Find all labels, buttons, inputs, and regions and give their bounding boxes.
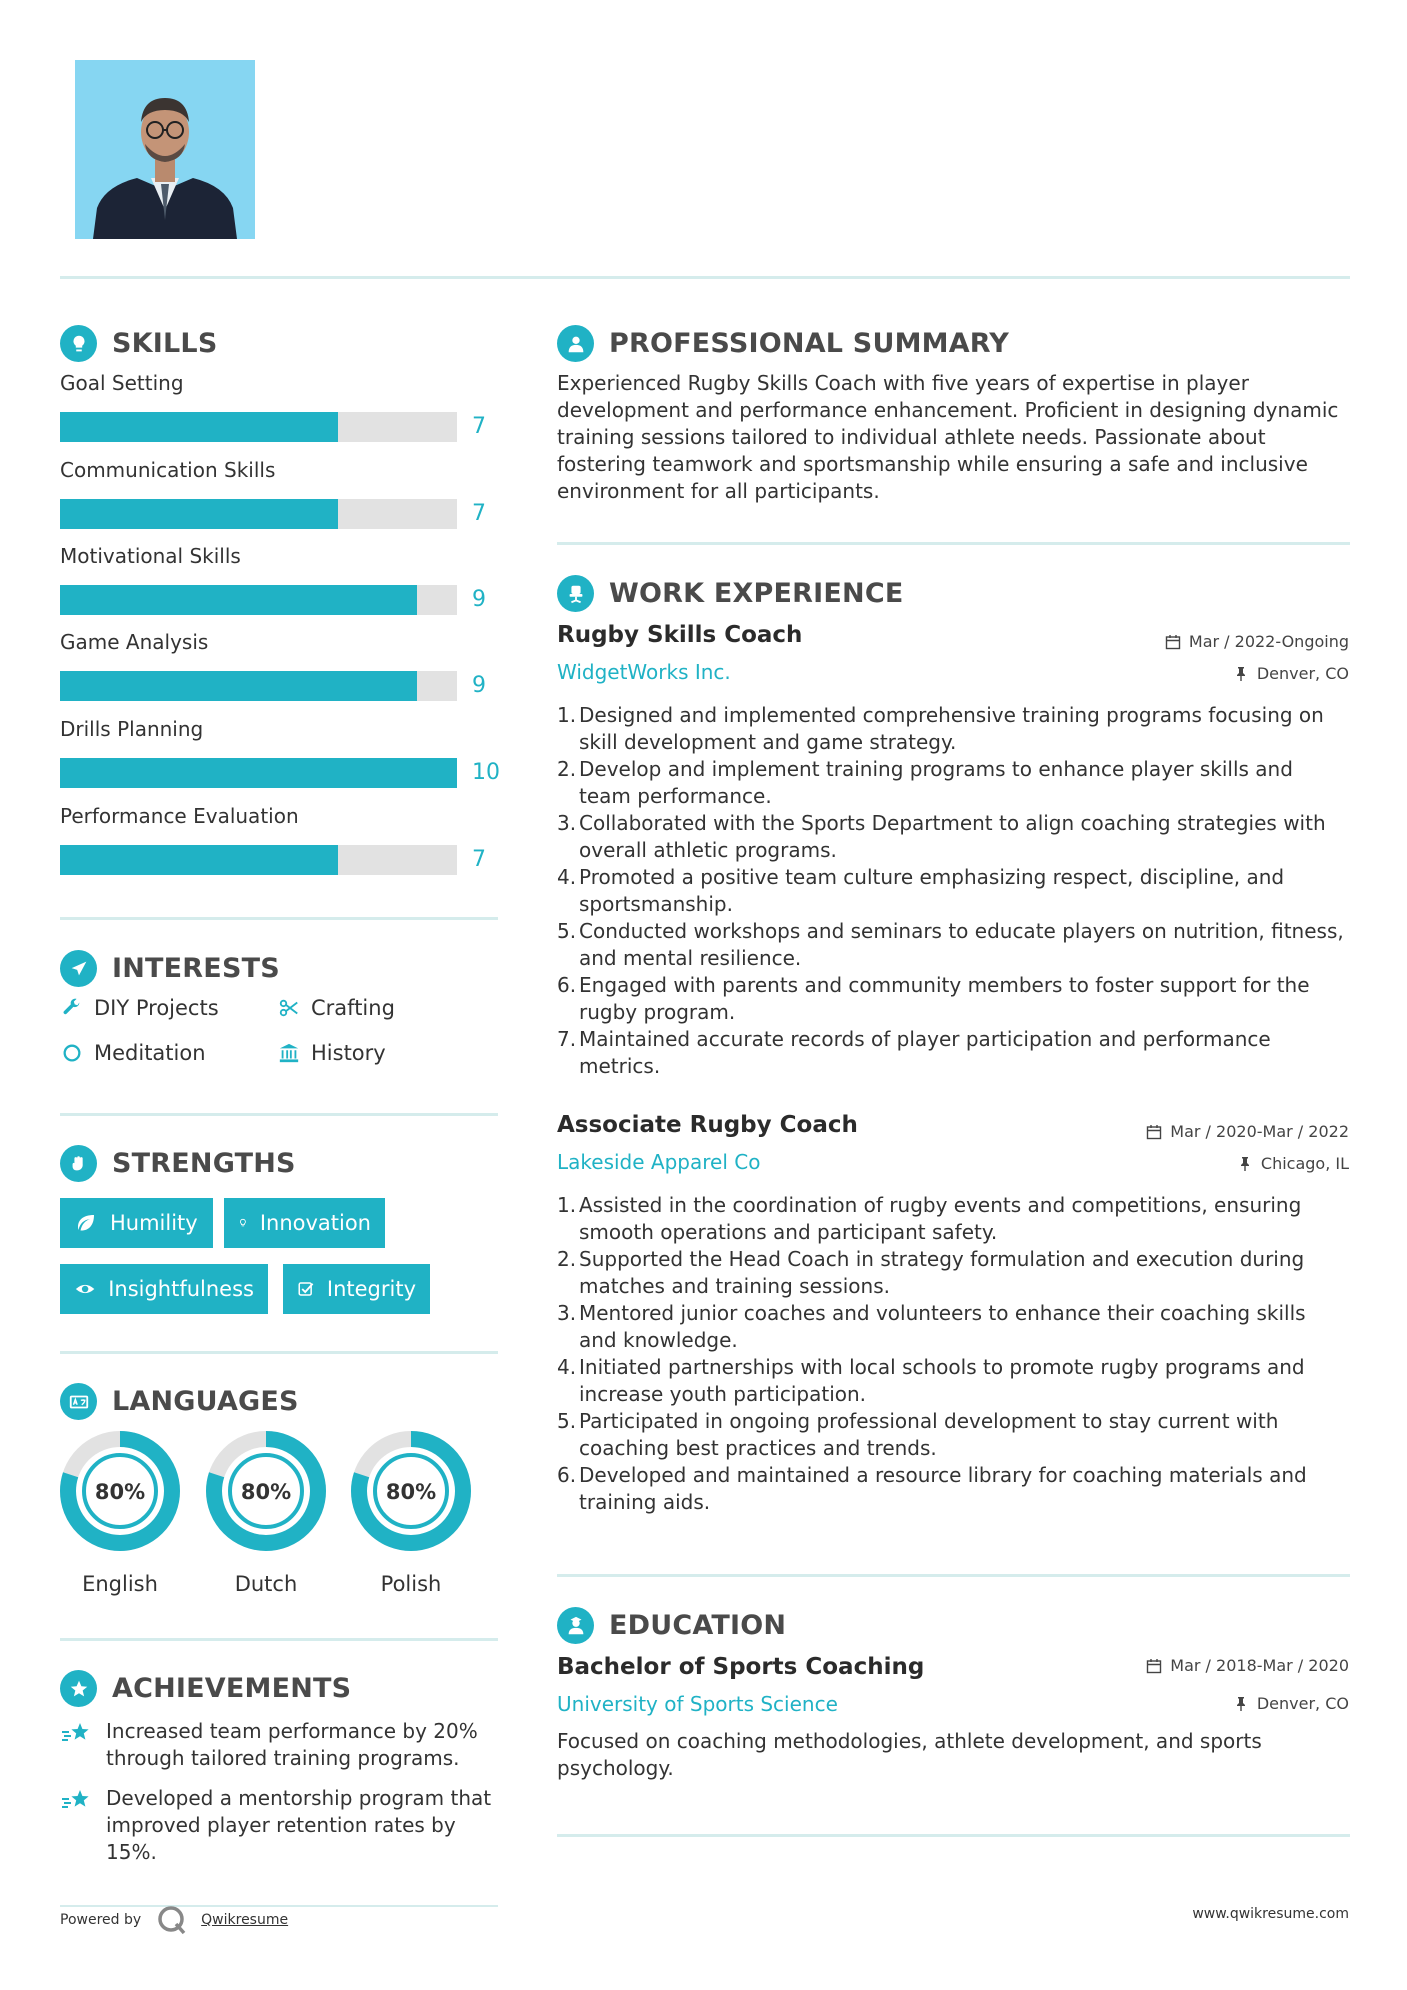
skill-name: Goal Setting bbox=[60, 371, 184, 395]
skill-bar-fill bbox=[60, 671, 417, 701]
job-date bbox=[1165, 632, 1349, 651]
education-location-text: Denver, CO bbox=[1256, 1694, 1349, 1713]
language-donut bbox=[205, 1430, 327, 1552]
calendar-icon bbox=[1165, 634, 1181, 650]
skill-value: 10 bbox=[472, 760, 500, 785]
person-portrait-icon bbox=[75, 60, 255, 239]
education-title: EDUCATION bbox=[609, 1610, 787, 1641]
office-chair-icon bbox=[557, 575, 594, 612]
duty-text: Conducted workshops and seminars to educate players on nutrition, fitness, and mental resilience. bbox=[579, 919, 1344, 970]
achievement-item bbox=[60, 1718, 500, 1772]
interest-label: Meditation bbox=[94, 1041, 206, 1065]
strength-label: Insightfulness bbox=[108, 1277, 254, 1301]
strength-label: Humility bbox=[110, 1211, 198, 1235]
pin-icon bbox=[1237, 1156, 1253, 1172]
interests-title: INTERESTS bbox=[112, 953, 280, 984]
duty-text: Initiated partnerships with local schools to promote rugby programs and increase youth participation. bbox=[579, 1355, 1305, 1406]
calendar-icon bbox=[1146, 1658, 1162, 1674]
job-company: WidgetWorks Inc. bbox=[557, 660, 731, 684]
skill-bar-fill bbox=[60, 412, 338, 442]
duty-item: 3. Mentored junior coaches and volunteers to enhance their coaching skills and knowledge. bbox=[557, 1300, 1347, 1354]
achievement-text: Increased team performance by 20% through tailored training programs. bbox=[106, 1719, 478, 1770]
interests-divider bbox=[60, 1113, 498, 1116]
strength-chip bbox=[60, 1198, 213, 1248]
summary-heading bbox=[557, 325, 1009, 362]
interest-item bbox=[60, 1041, 206, 1065]
job-duties bbox=[557, 702, 1347, 1080]
skill-bar bbox=[60, 412, 457, 442]
job-title: Associate Rugby Coach bbox=[557, 1112, 858, 1138]
powered-by bbox=[60, 1903, 288, 1937]
interest-item bbox=[60, 996, 219, 1020]
calendar-icon bbox=[1146, 1124, 1162, 1140]
lightbulb-icon bbox=[238, 1211, 248, 1235]
duty-item: 7. Maintained accurate records of player participation and performance metrics. bbox=[557, 1026, 1347, 1080]
duty-text: Assisted in the coordination of rugby events and competitions, ensuring smooth operations and participant safety. bbox=[579, 1193, 1302, 1244]
language-item bbox=[59, 1430, 181, 1596]
education-divider bbox=[557, 1834, 1350, 1837]
skill-item bbox=[60, 455, 500, 542]
skill-name: Motivational Skills bbox=[60, 544, 241, 568]
strengths-title: STRENGTHS bbox=[112, 1148, 296, 1179]
lightbulb-icon bbox=[60, 325, 97, 362]
skill-value: 7 bbox=[472, 501, 486, 526]
duty-item: 6. Developed and maintained a resource library for coaching materials and training aids. bbox=[557, 1462, 1347, 1516]
job-title: Rugby Skills Coach bbox=[557, 622, 803, 648]
language-percent: 80% bbox=[240, 1480, 292, 1504]
duty-item: 1. Assisted in the coordination of rugby events and competitions, ensuring smooth operations and participant safety. bbox=[557, 1192, 1347, 1246]
duty-text: Engaged with parents and community members to foster support for the rugby program. bbox=[579, 973, 1310, 1024]
job-date-text: Mar / 2020-Mar / 2022 bbox=[1170, 1122, 1349, 1141]
summary-divider bbox=[557, 542, 1350, 545]
qwikresume-logo-icon bbox=[155, 1903, 189, 1937]
star-badge-icon bbox=[60, 1670, 97, 1707]
skills-title: SKILLS bbox=[112, 328, 218, 359]
shooting-star-icon bbox=[60, 1785, 92, 1866]
language-name: Polish bbox=[380, 1572, 442, 1596]
strength-label: Integrity bbox=[326, 1277, 416, 1301]
skill-bar bbox=[60, 758, 457, 788]
skill-item bbox=[60, 801, 500, 888]
education-date bbox=[1146, 1656, 1349, 1675]
duty-text: Mentored junior coaches and volunteers to enhance their coaching skills and knowledge. bbox=[579, 1301, 1306, 1352]
skill-value: 7 bbox=[472, 414, 486, 439]
languages-title: LANGUAGES bbox=[112, 1386, 299, 1417]
achievements-title: ACHIEVEMENTS bbox=[112, 1673, 352, 1704]
job-date-text: Mar / 2022-Ongoing bbox=[1188, 632, 1349, 651]
skill-name: Performance Evaluation bbox=[60, 804, 299, 828]
work-title: WORK EXPERIENCE bbox=[609, 578, 904, 609]
duty-item: 5. Participated in ongoing professional development to stay current with coaching best practices and trends. bbox=[557, 1408, 1347, 1462]
duty-item: 1. Designed and implemented comprehensive training programs focusing on skill development and game strategy. bbox=[557, 702, 1347, 756]
skill-value: 9 bbox=[472, 673, 486, 698]
interest-item bbox=[277, 1041, 386, 1065]
pin-icon bbox=[1233, 666, 1249, 682]
interest-label: Crafting bbox=[311, 996, 395, 1020]
header-divider bbox=[60, 276, 1350, 279]
strength-chip bbox=[224, 1198, 385, 1248]
circle-icon bbox=[60, 1041, 84, 1065]
strengths-heading bbox=[60, 1145, 296, 1182]
duty-item: 3. Collaborated with the Sports Department to align coaching strategies with overall athletic programs. bbox=[557, 810, 1347, 864]
education-location bbox=[1233, 1694, 1349, 1713]
education-description: Focused on coaching methodologies, athlete development, and sports psychology. bbox=[557, 1729, 1262, 1780]
skill-bar bbox=[60, 585, 457, 615]
wrench-icon bbox=[60, 996, 84, 1020]
duty-text: Supported the Head Coach in strategy formulation and execution during matches and training sessions. bbox=[579, 1247, 1305, 1298]
user-icon bbox=[557, 325, 594, 362]
job-location bbox=[1233, 664, 1349, 683]
duty-text: Designed and implemented comprehensive training programs focusing on skill development and game strategy. bbox=[579, 703, 1324, 754]
language-name: Dutch bbox=[234, 1572, 298, 1596]
duty-item: 4. Promoted a positive team culture emphasizing respect, discipline, and sportsmanship. bbox=[557, 864, 1347, 918]
duty-item: 4. Initiated partnerships with local schools to promote rugby programs and increase youth participation. bbox=[557, 1354, 1347, 1408]
job-company: Lakeside Apparel Co bbox=[557, 1150, 761, 1174]
brand-link[interactable]: Qwikresume bbox=[201, 1912, 289, 1928]
duty-text: Promoted a positive team culture emphasizing respect, discipline, and sportsmanship. bbox=[579, 865, 1285, 916]
work-divider bbox=[557, 1574, 1350, 1577]
languages-heading bbox=[60, 1383, 299, 1420]
skills-divider bbox=[60, 917, 498, 920]
language-percent: 80% bbox=[385, 1480, 437, 1504]
interest-label: History bbox=[311, 1041, 386, 1065]
skill-value: 7 bbox=[472, 847, 486, 872]
pin-icon bbox=[1233, 1696, 1249, 1712]
skill-bar-fill bbox=[60, 585, 417, 615]
job-duties bbox=[557, 1192, 1347, 1516]
duty-item: 2. Supported the Head Coach in strategy formulation and execution during matches and training sessions. bbox=[557, 1246, 1347, 1300]
summary-text: Experienced Rugby Skills Coach with five years of expertise in player development and performance enhancement. Proficient in designing dynamic training sessions tailored to individual athlete needs. Passionate about fostering teamwork and sportsmanship while ensuring a safe and inclusive environment for all participants. bbox=[557, 371, 1339, 503]
duty-text: Developed and maintained a resource library for coaching materials and training aids. bbox=[579, 1463, 1307, 1514]
interest-label: DIY Projects bbox=[94, 996, 219, 1020]
checkbox-icon bbox=[297, 1277, 315, 1301]
duty-text: Participated in ongoing professional development to stay current with coaching best practices and trends. bbox=[579, 1409, 1279, 1460]
languages-divider bbox=[60, 1638, 498, 1641]
job-location-text: Chicago, IL bbox=[1260, 1154, 1349, 1173]
work-heading bbox=[557, 575, 903, 612]
language-donut bbox=[59, 1430, 181, 1552]
strength-chip bbox=[283, 1264, 430, 1314]
shooting-star-icon bbox=[60, 1718, 92, 1772]
eye-icon bbox=[74, 1277, 96, 1301]
scissors-icon bbox=[277, 996, 301, 1020]
summary-title: PROFESSIONAL SUMMARY bbox=[609, 328, 1010, 359]
raised-fist-icon bbox=[60, 1145, 97, 1182]
strengths-divider bbox=[60, 1351, 498, 1354]
translate-icon bbox=[60, 1383, 97, 1420]
language-name: English bbox=[82, 1572, 158, 1596]
language-donut bbox=[350, 1430, 472, 1552]
profile-photo bbox=[75, 60, 255, 239]
language-item bbox=[205, 1430, 327, 1596]
skill-bar-fill bbox=[60, 758, 457, 788]
strength-label: Innovation bbox=[259, 1211, 371, 1235]
leaf-icon bbox=[74, 1211, 98, 1235]
duty-item: 2. Develop and implement training programs to enhance player skills and team performance. bbox=[557, 756, 1347, 810]
job-date bbox=[1146, 1122, 1349, 1141]
achievement-item bbox=[60, 1785, 500, 1866]
skill-value: 9 bbox=[472, 587, 486, 612]
duty-text: Maintained accurate records of player participation and performance metrics. bbox=[579, 1027, 1271, 1078]
skill-bar-fill bbox=[60, 499, 338, 529]
skill-bar bbox=[60, 845, 457, 875]
degree-title: Bachelor of Sports Coaching bbox=[557, 1654, 925, 1680]
museum-icon bbox=[277, 1041, 301, 1065]
skill-bar bbox=[60, 499, 457, 529]
language-percent: 80% bbox=[94, 1480, 146, 1504]
duty-item: 6. Engaged with parents and community members to foster support for the rugby program. bbox=[557, 972, 1347, 1026]
language-item bbox=[350, 1430, 472, 1596]
skill-bar-fill bbox=[60, 845, 338, 875]
paper-plane-icon bbox=[60, 950, 97, 987]
skill-name: Communication Skills bbox=[60, 458, 276, 482]
interests-heading bbox=[60, 950, 280, 987]
interest-item bbox=[277, 996, 395, 1020]
skill-item bbox=[60, 714, 500, 801]
duty-item: 5. Conducted workshops and seminars to educate players on nutrition, fitness, and mental resilience. bbox=[557, 918, 1347, 972]
education-date-text: Mar / 2018-Mar / 2020 bbox=[1170, 1656, 1349, 1675]
skill-name: Drills Planning bbox=[60, 717, 204, 741]
skill-bar bbox=[60, 671, 457, 701]
job-location bbox=[1237, 1154, 1349, 1173]
skill-item bbox=[60, 368, 500, 455]
skill-item bbox=[60, 627, 500, 714]
job-location-text: Denver, CO bbox=[1256, 664, 1349, 683]
skill-name: Game Analysis bbox=[60, 630, 209, 654]
duty-text: Collaborated with the Sports Department to align coaching strategies with overall athletic programs. bbox=[579, 811, 1326, 862]
powered-by-label: Powered by bbox=[60, 1912, 142, 1928]
school-name: University of Sports Science bbox=[557, 1692, 838, 1716]
website-link[interactable]: www.qwikresume.com bbox=[1192, 1906, 1349, 1922]
achievement-text: Developed a mentorship program that improved player retention rates by 15%. bbox=[106, 1786, 492, 1864]
strength-chip bbox=[60, 1264, 268, 1314]
skills-heading bbox=[60, 325, 217, 362]
duty-text: Develop and implement training programs to enhance player skills and team performance. bbox=[579, 757, 1293, 808]
skill-item bbox=[60, 541, 500, 628]
education-heading bbox=[557, 1607, 786, 1644]
achievements-heading bbox=[60, 1670, 351, 1707]
graduate-icon bbox=[557, 1607, 594, 1644]
